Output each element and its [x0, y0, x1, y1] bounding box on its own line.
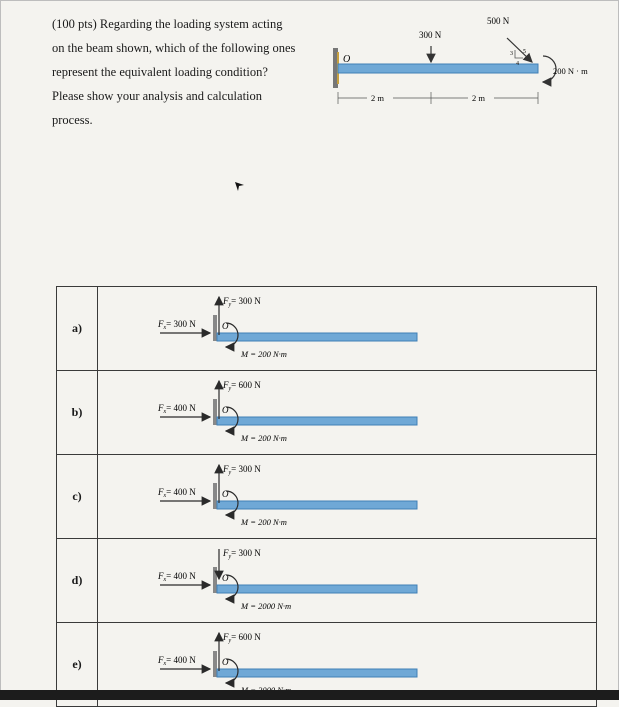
point-o-label: O [222, 405, 229, 415]
question-line-5: process. [52, 113, 93, 127]
slope-5: 5 [523, 49, 526, 55]
option-row-b [57, 371, 597, 455]
question-line-3: represent the equivalent loading condition? [52, 65, 268, 79]
beam [217, 501, 417, 509]
point-o-label: O [222, 321, 229, 331]
beam [217, 417, 417, 425]
fx-label: $F_x= 400$ N [158, 571, 196, 583]
beam [217, 669, 417, 677]
option-label: e) [57, 623, 98, 707]
fy-label: $F_y= 300$ N [223, 296, 261, 308]
option-row-a [57, 287, 597, 371]
slope-3: 3 [510, 51, 513, 57]
option-figure [98, 455, 597, 539]
wall-support [213, 483, 217, 509]
option-row-d [57, 539, 597, 623]
dim-right-label: 2 m [472, 93, 485, 103]
question-line-4: Please show your analysis and calculation [52, 89, 263, 103]
mouse-cursor-icon [233, 180, 245, 192]
fx-label: $F_x= 300$ N [158, 319, 196, 331]
point-o-label: O [343, 54, 351, 65]
moment-label: M = 2000 N·m [241, 601, 292, 611]
beam [217, 585, 417, 593]
dim-left-label: 2 m [371, 93, 384, 103]
fx-label: $F_x= 400$ N [158, 655, 196, 667]
option-label: d) [57, 539, 98, 623]
option-label: c) [57, 455, 98, 539]
option-figure-svg [98, 371, 596, 449]
point-o-label: O [222, 657, 229, 667]
fx-label: $F_x= 400$ N [158, 487, 196, 499]
option-figure [98, 287, 597, 371]
option-figure-svg [98, 287, 596, 365]
wall-support [213, 399, 217, 425]
option-figure [98, 371, 597, 455]
wall-support [213, 567, 217, 593]
moment-label: M = 200 N·m [241, 433, 287, 443]
slope-4: 4 [516, 61, 519, 67]
option-row-c [57, 455, 597, 539]
options-table [56, 286, 597, 707]
wall-support [213, 651, 217, 677]
question-line-2: on the beam shown, which of the following ones [52, 41, 296, 55]
force-300-label: 300 N [419, 30, 442, 40]
option-label: b) [57, 371, 98, 455]
fy-label: $F_y= 300$ N [223, 548, 261, 560]
fx-label: $F_x= 400$ N [158, 403, 196, 415]
wall-support [213, 315, 217, 341]
fy-label: $F_y= 600$ N [223, 380, 261, 392]
option-figure-svg [98, 455, 596, 533]
moment-label: 200 N · m [553, 66, 588, 76]
option-figure [98, 539, 597, 623]
question-text [52, 12, 322, 132]
force-500-label: 500 N [487, 16, 510, 26]
point-o-label: O [222, 489, 229, 499]
fy-label: $F_y= 300$ N [223, 464, 261, 476]
moment-label: M = 200 N·m [241, 349, 287, 359]
beam [338, 64, 538, 73]
option-figure-svg [98, 539, 596, 617]
question-line-1: (100 pts) Regarding the loading system acting [52, 17, 283, 31]
main-beam-figure [325, 8, 615, 123]
moment-label: M = 200 N·m [241, 517, 287, 527]
option-label: a) [57, 287, 98, 371]
beam [217, 333, 417, 341]
bottom-bar [0, 690, 619, 700]
point-o-label: O [222, 573, 229, 583]
fy-label: $F_y= 600$ N [223, 632, 261, 644]
